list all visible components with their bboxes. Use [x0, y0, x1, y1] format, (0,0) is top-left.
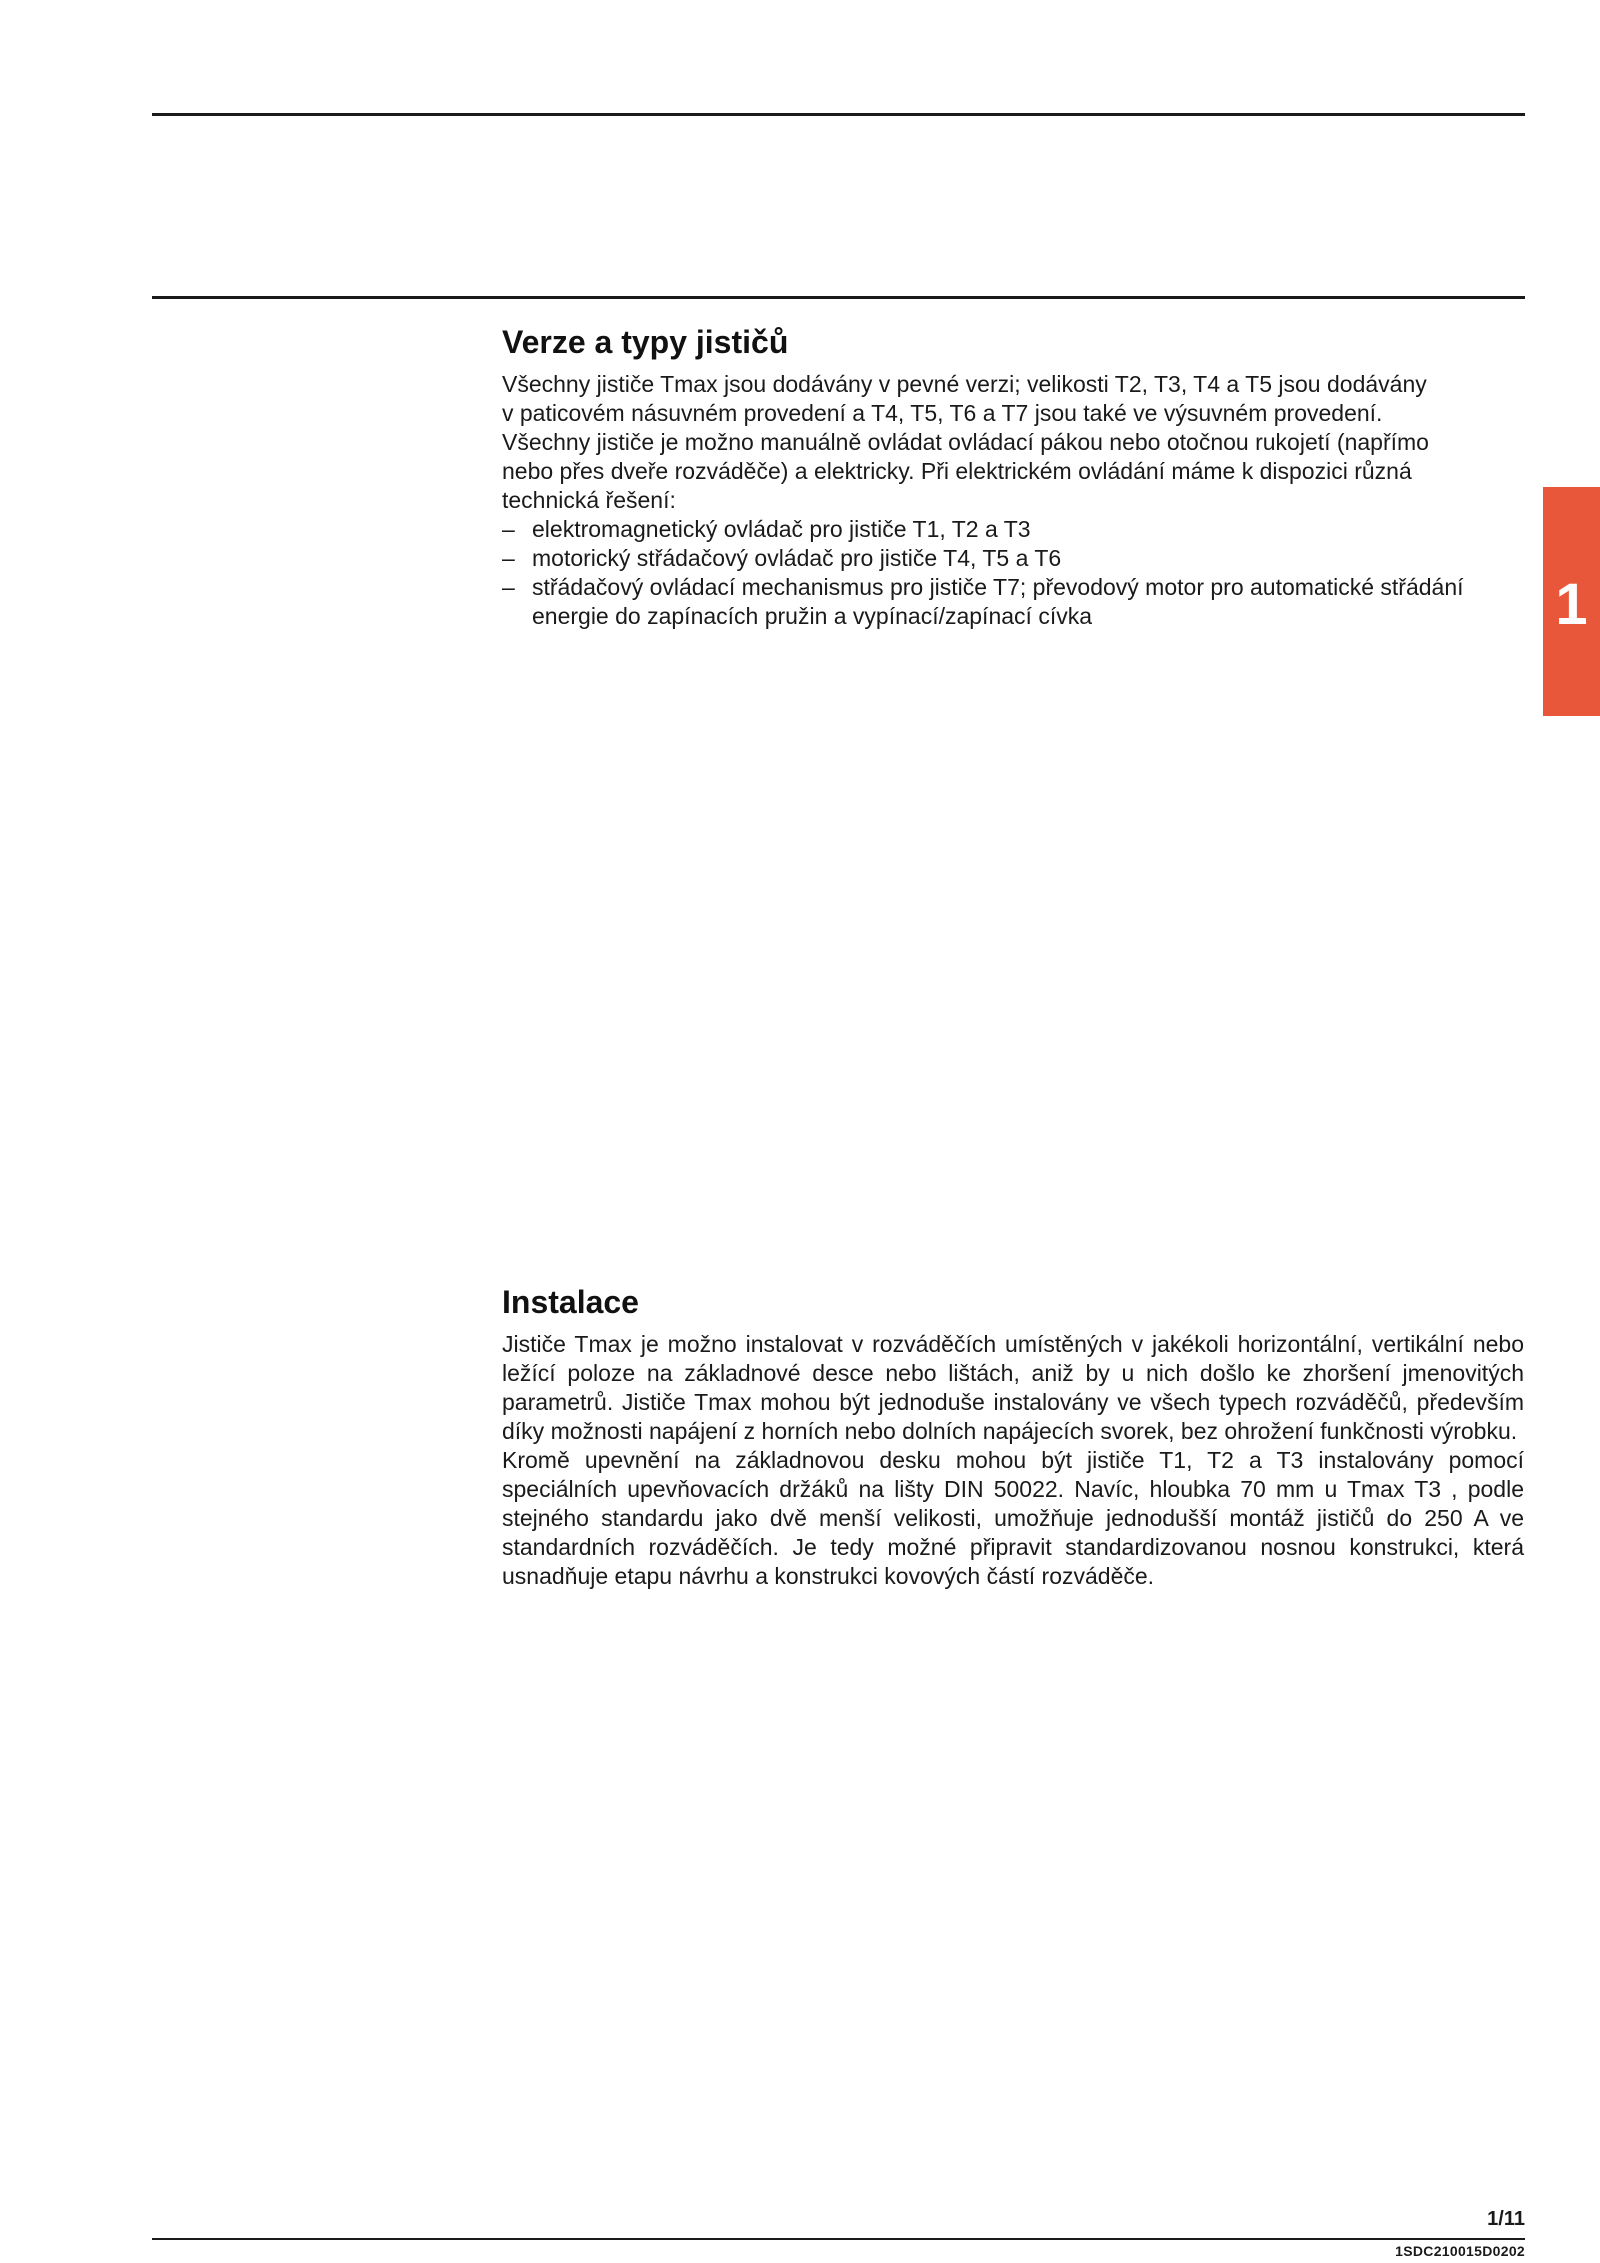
bullet-dash: –: [502, 574, 515, 600]
list-item: [502, 544, 1524, 573]
section-installation: [502, 1282, 1524, 1591]
list-item: [502, 573, 1524, 631]
list-item: [502, 515, 1524, 544]
paragraph-versions: [502, 370, 1524, 515]
document-code: 1SDC210015D0202: [1395, 2243, 1525, 2259]
text-line: technická řešení:: [502, 487, 676, 513]
text-line: nebo přes dveře rozváděče) a elektricky. Při elektrickém ovládání máme k dispozici různá: [502, 458, 1412, 484]
section-versions: [502, 322, 1524, 631]
paragraph-installation-1: Jističe Tmax je možno instalovat v rozváděčích umístěných v jakékoli horizontální, vertikální nebo ležící poloze na základnové desce nebo lištách, aniž by u nich došlo ke zhoršení jmenovitých parametrů. Jističe Tmax mohou být jednoduše instalovány ve všech typech rozváděčů, především díky možnosti napájení z horních nebo dolních napájecích svorek, bez ohrožení funkčnosti výrobku.: [502, 1331, 1524, 1444]
bullet-dash: –: [502, 516, 515, 542]
bullet-dash: –: [502, 545, 515, 571]
header-rule-bottom: [152, 296, 1525, 299]
list-item-text: elektromagnetický ovládač pro jističe T1, T2 a T3: [532, 516, 1031, 542]
footer-rule: [152, 2238, 1525, 2240]
paragraph-installation-2: Kromě upevnění na základnovou desku mohou být jističe T1, T2 a T3 instalovány pomocí speciálních upevňovacích držáků na lišty DIN 50022. Navíc, hloubka 70 mm u Tmax T3 , podle stejného standardu jako dvě menší velikosti, umožňuje jednodušší montáž jističů do 250 A ve standardních rozváděčích. Je tedy možné připravit standardizovanou nosnou konstrukci, která usnadňuje etapu návrhu a konstrukci kovových částí rozváděče.: [502, 1447, 1524, 1589]
text-line: v paticovém násuvném provedení a T4, T5, T6 a T7 jsou také ve výsuvném provedení.: [502, 400, 1383, 426]
section-title-versions: Verze a typy jističů: [502, 324, 789, 360]
header-rule-top: [152, 113, 1525, 116]
list-item-text: motorický střádačový ovládač pro jističe T4, T5 a T6: [532, 545, 1062, 571]
chapter-tab: 1: [1543, 487, 1600, 716]
section-title-installation: Instalace: [502, 1284, 639, 1320]
list-item-text: střádačový ovládací mechanismus pro jističe T7; převodový motor pro automatické střádání energie do zapínacích pružin a vypínací/zapínací cívka: [532, 574, 1464, 629]
bullet-list-actuators: [502, 515, 1524, 631]
text-line: Všechny jističe Tmax jsou dodávány v pevné verzi; velikosti T2, T3, T4 a T5 jsou dodávány: [502, 371, 1427, 397]
text-line: Všechny jističe je možno manuálně ovládat ovládací pákou nebo otočnou rukojetí (napřímo: [502, 429, 1429, 455]
page-number: 1/11: [1487, 2208, 1525, 2230]
